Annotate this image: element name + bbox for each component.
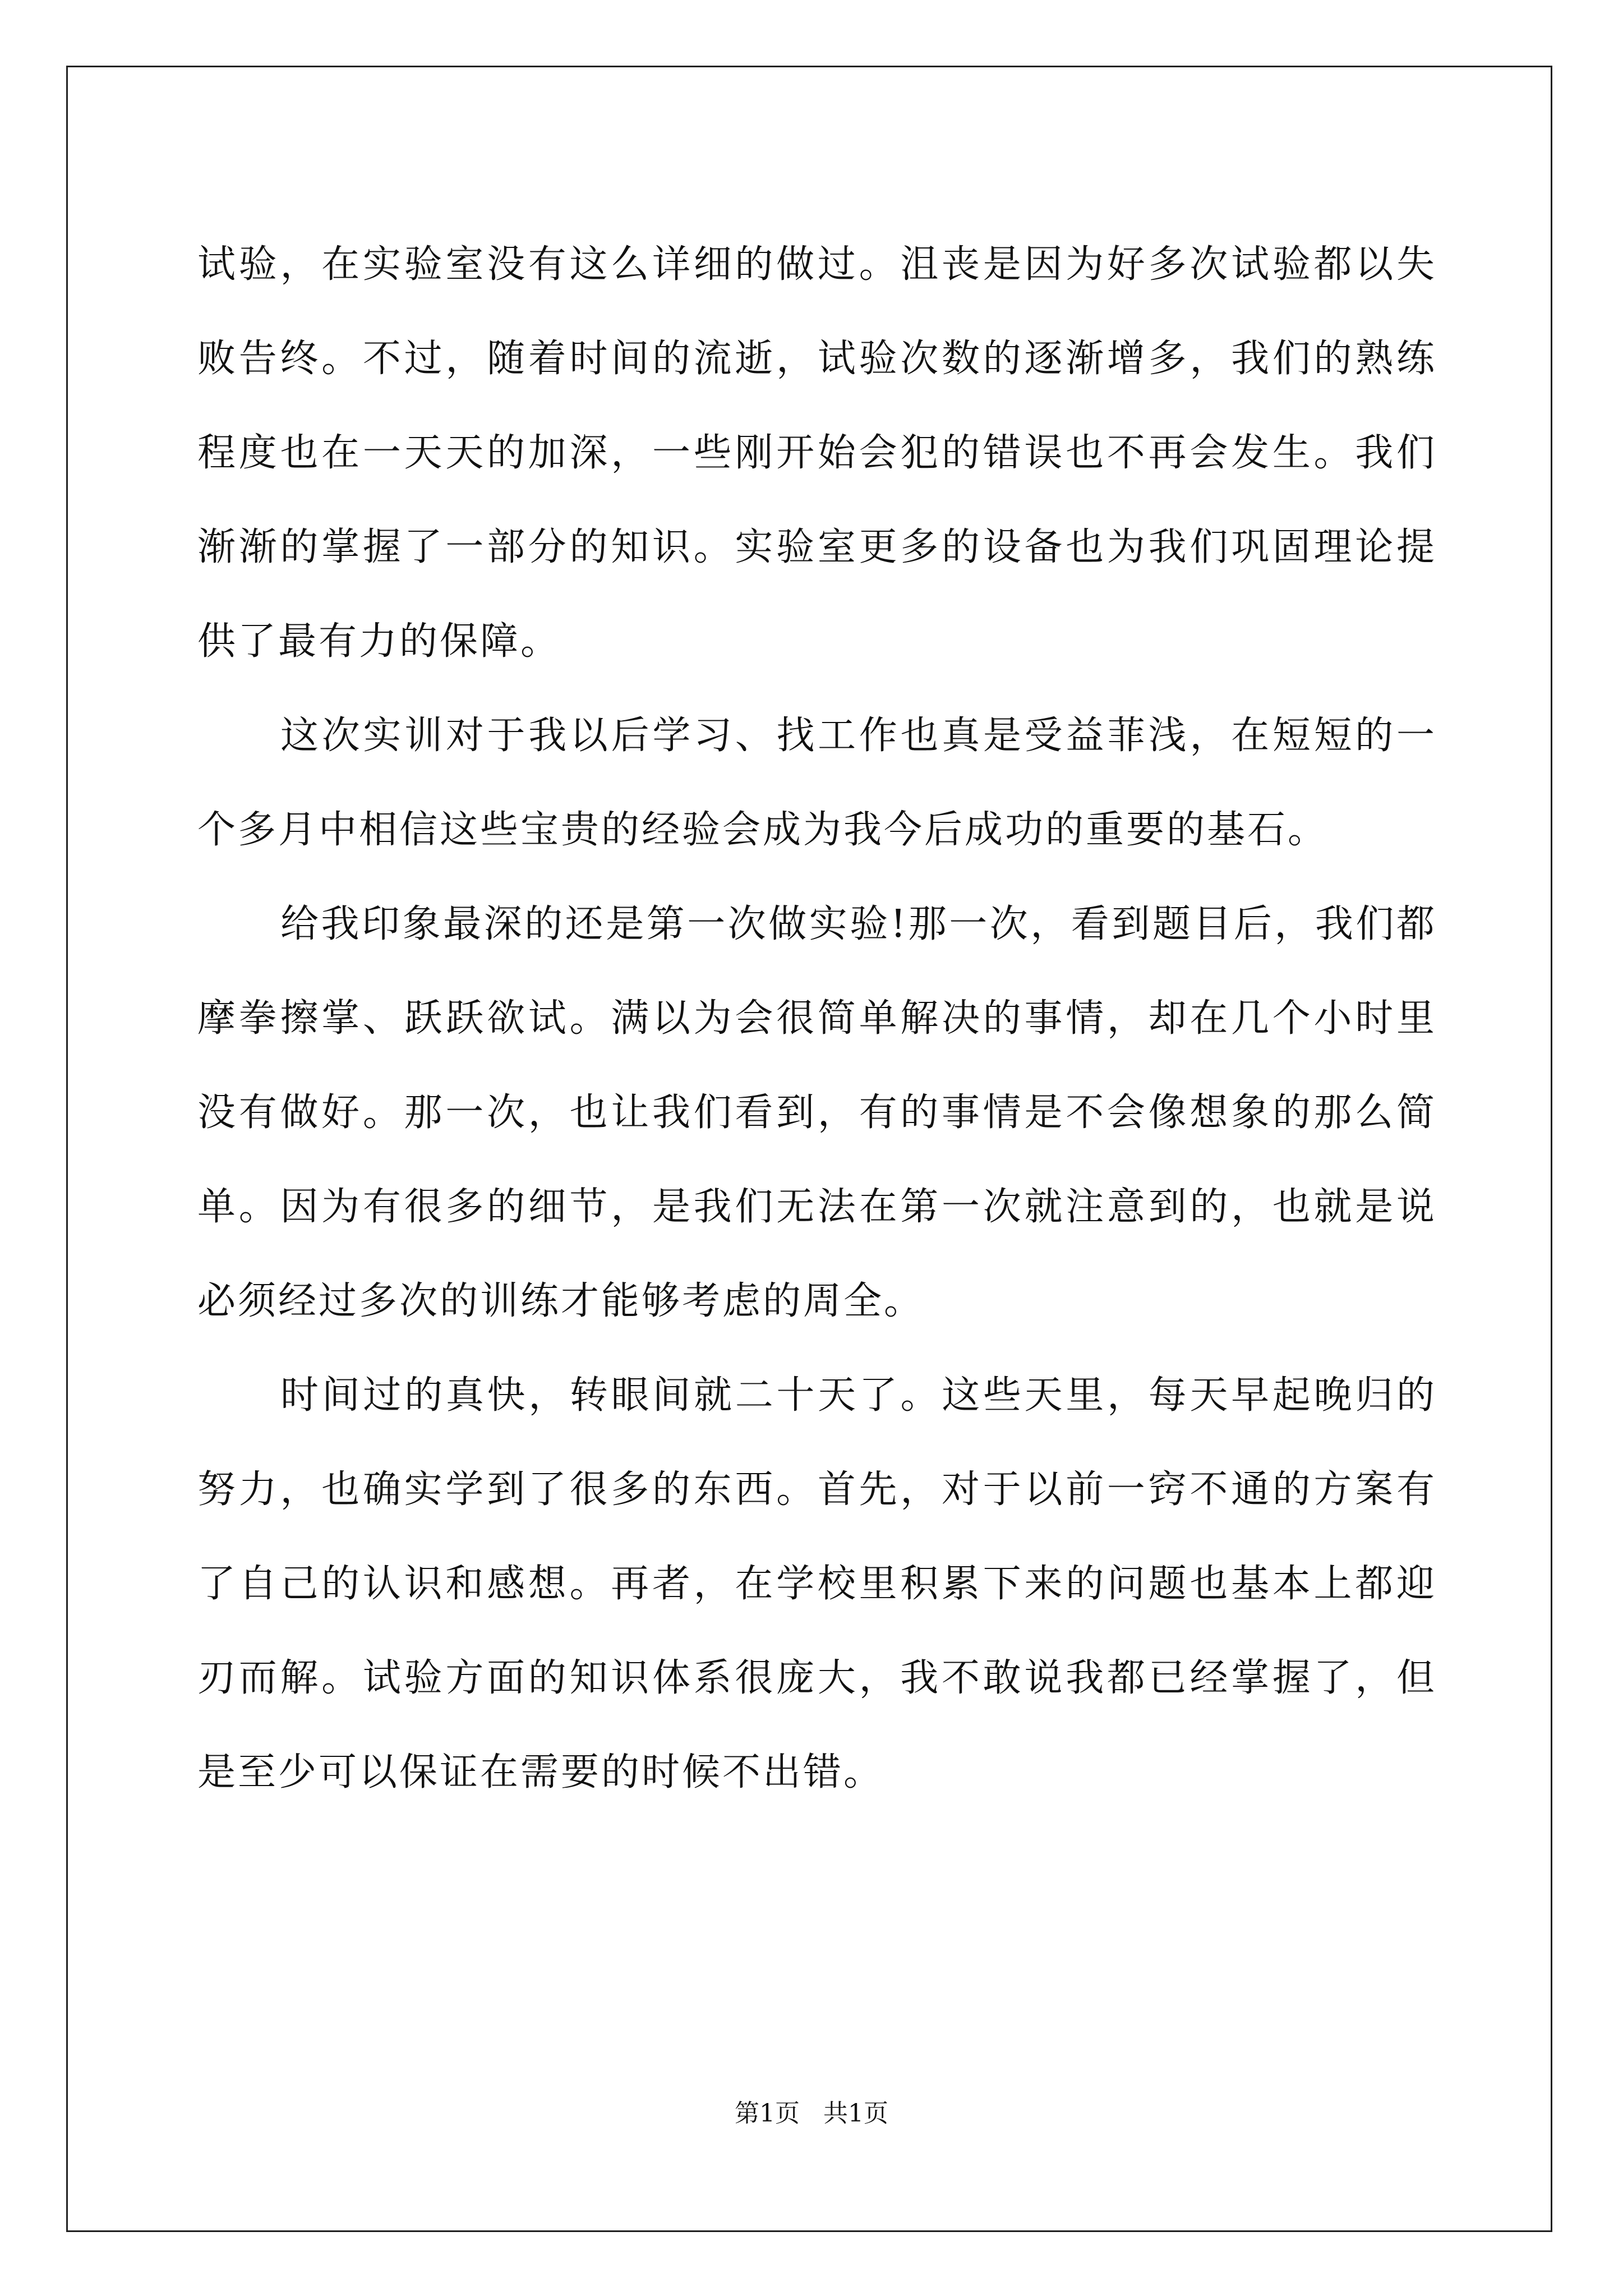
page-number-current: 第1页 <box>735 2099 800 2128</box>
page-footer <box>0 2097 1623 2131</box>
paragraph-3: 给我印象最深的还是第一次做实验!那一次，看到题目后，我们都摩拳擦掌、跃跃欲试。满以为会很简单解决的事情，却在几个小时里没有做好。那一次，也让我们看到，有的事情是不会像想象的那么简单。因为有很多的细节，是我们无法在第一次就注意到的，也就是说必须经过多次的训练才能够考虑的周全。 <box>197 902 1437 1323</box>
paragraph-2: 这次实训对于我以后学习、找工作也真是受益菲浅，在短短的一个多月中相信这些宝贵的经验会成为我今后成功的重要的基石。 <box>197 714 1437 852</box>
document-body <box>197 218 1437 1820</box>
page-number-total: 共1页 <box>823 2099 888 2128</box>
paragraph-1: 试验，在实验室没有这么详细的做过。沮丧是因为好多次试验都以失败告终。不过，随着时间的流逝，试验次数的逐渐增多，我们的熟练程度也在一天天的加深，一些刚开始会犯的错误也不再会发生。我们渐渐的掌握了一部分的知识。实验室更多的设备也为我们巩固理论提供了最有力的保障。 <box>197 242 1437 664</box>
paragraph-4: 时间过的真快，转眼间就二十天了。这些天里，每天早起晚归的努力，也确实学到了很多的东西。首先，对于以前一窍不通的方案有了自己的认识和感想。再者，在学校里积累下来的问题也基本上都迎刃而解。试验方面的知识体系很庞大，我不敢说我都已经掌握了，但是至少可以保证在需要的时候不出错。 <box>197 1373 1437 1795</box>
